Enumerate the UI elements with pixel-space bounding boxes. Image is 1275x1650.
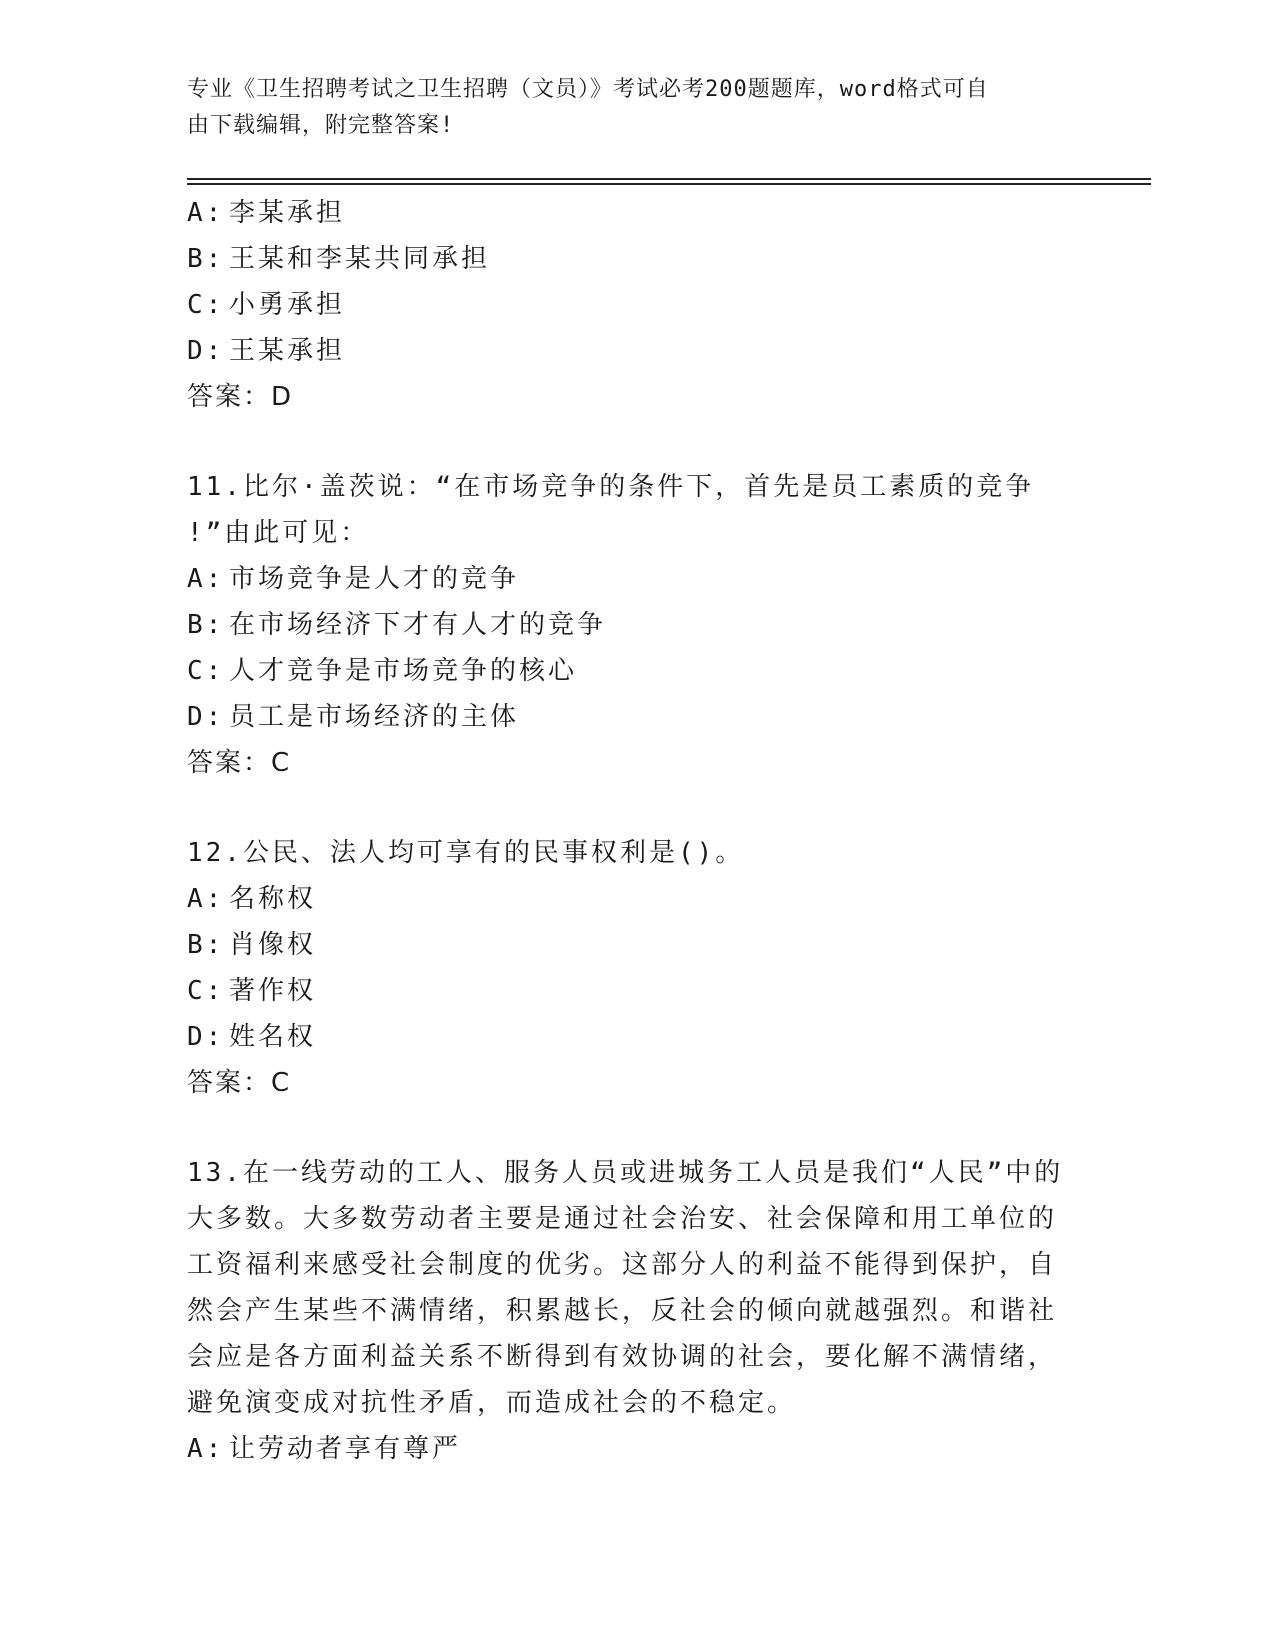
option-a: A: 市场竞争是人才的竞争 [187, 564, 520, 594]
option-b: B: 肖像权 [187, 930, 317, 960]
question-text: 避免演变成对抗性矛盾，而造成社会的不稳定。 [187, 1388, 797, 1418]
answer-line: 答案：C [187, 1068, 292, 1098]
question-text: 12.公民、法人均可享有的民事权利是()。 [187, 838, 745, 868]
answer-line: 答案：C [187, 748, 292, 778]
option-d: D: 姓名权 [187, 1022, 317, 1052]
header-line-1: 专业《卫生招聘考试之卫生招聘（文员）》考试必考200题题库，word格式可自 [187, 77, 989, 102]
option-a: A: 李某承担 [187, 198, 346, 228]
question-text: 会应是各方面利益关系不断得到有效协调的社会，要化解不满情绪， [187, 1342, 1058, 1372]
question-list [187, 190, 1087, 1472]
answer-line: 答案：D [187, 382, 294, 412]
question-text: !”由此可见： [187, 518, 370, 548]
option-b: B: 王某和李某共同承担 [187, 244, 491, 274]
option-b: B: 在市场经济下才有人才的竞争 [187, 610, 607, 640]
option-c: C: 人才竞争是市场竞争的核心 [187, 656, 578, 686]
option-d: D: 员工是市场经济的主体 [187, 702, 520, 732]
question-text: 13.在一线劳动的工人、服务人员或进城务工人员是我们“人民”中的 [187, 1158, 1064, 1188]
question-text: 11.比尔·盖茨说：“在市场竞争的条件下，首先是员工素质的竞争 [187, 472, 1035, 502]
header-divider-top [187, 178, 1151, 180]
option-c: C: 著作权 [187, 976, 317, 1006]
question-11-block [187, 464, 1087, 786]
question-13-block [187, 1150, 1087, 1472]
option-d: D: 王某承担 [187, 336, 346, 366]
header-divider-bottom [187, 183, 1151, 185]
question-text: 大多数。大多数劳动者主要是通过社会治安、社会保障和用工单位的 [187, 1204, 1058, 1234]
question-text: 然会产生某些不满情绪，积累越长，反社会的倾向就越强烈。和谐社 [187, 1296, 1058, 1326]
option-a: A: 让劳动者享有尊严 [187, 1434, 462, 1464]
question-10-block [187, 190, 1087, 420]
header-line-2: 由下载编辑，附完整答案! [187, 113, 455, 138]
option-a: A: 名称权 [187, 884, 317, 914]
document-header [187, 72, 1087, 144]
option-c: C: 小勇承担 [187, 290, 346, 320]
question-12-block [187, 830, 1087, 1106]
question-text: 工资福利来感受社会制度的优劣。这部分人的利益不能得到保护，自 [187, 1250, 1058, 1280]
